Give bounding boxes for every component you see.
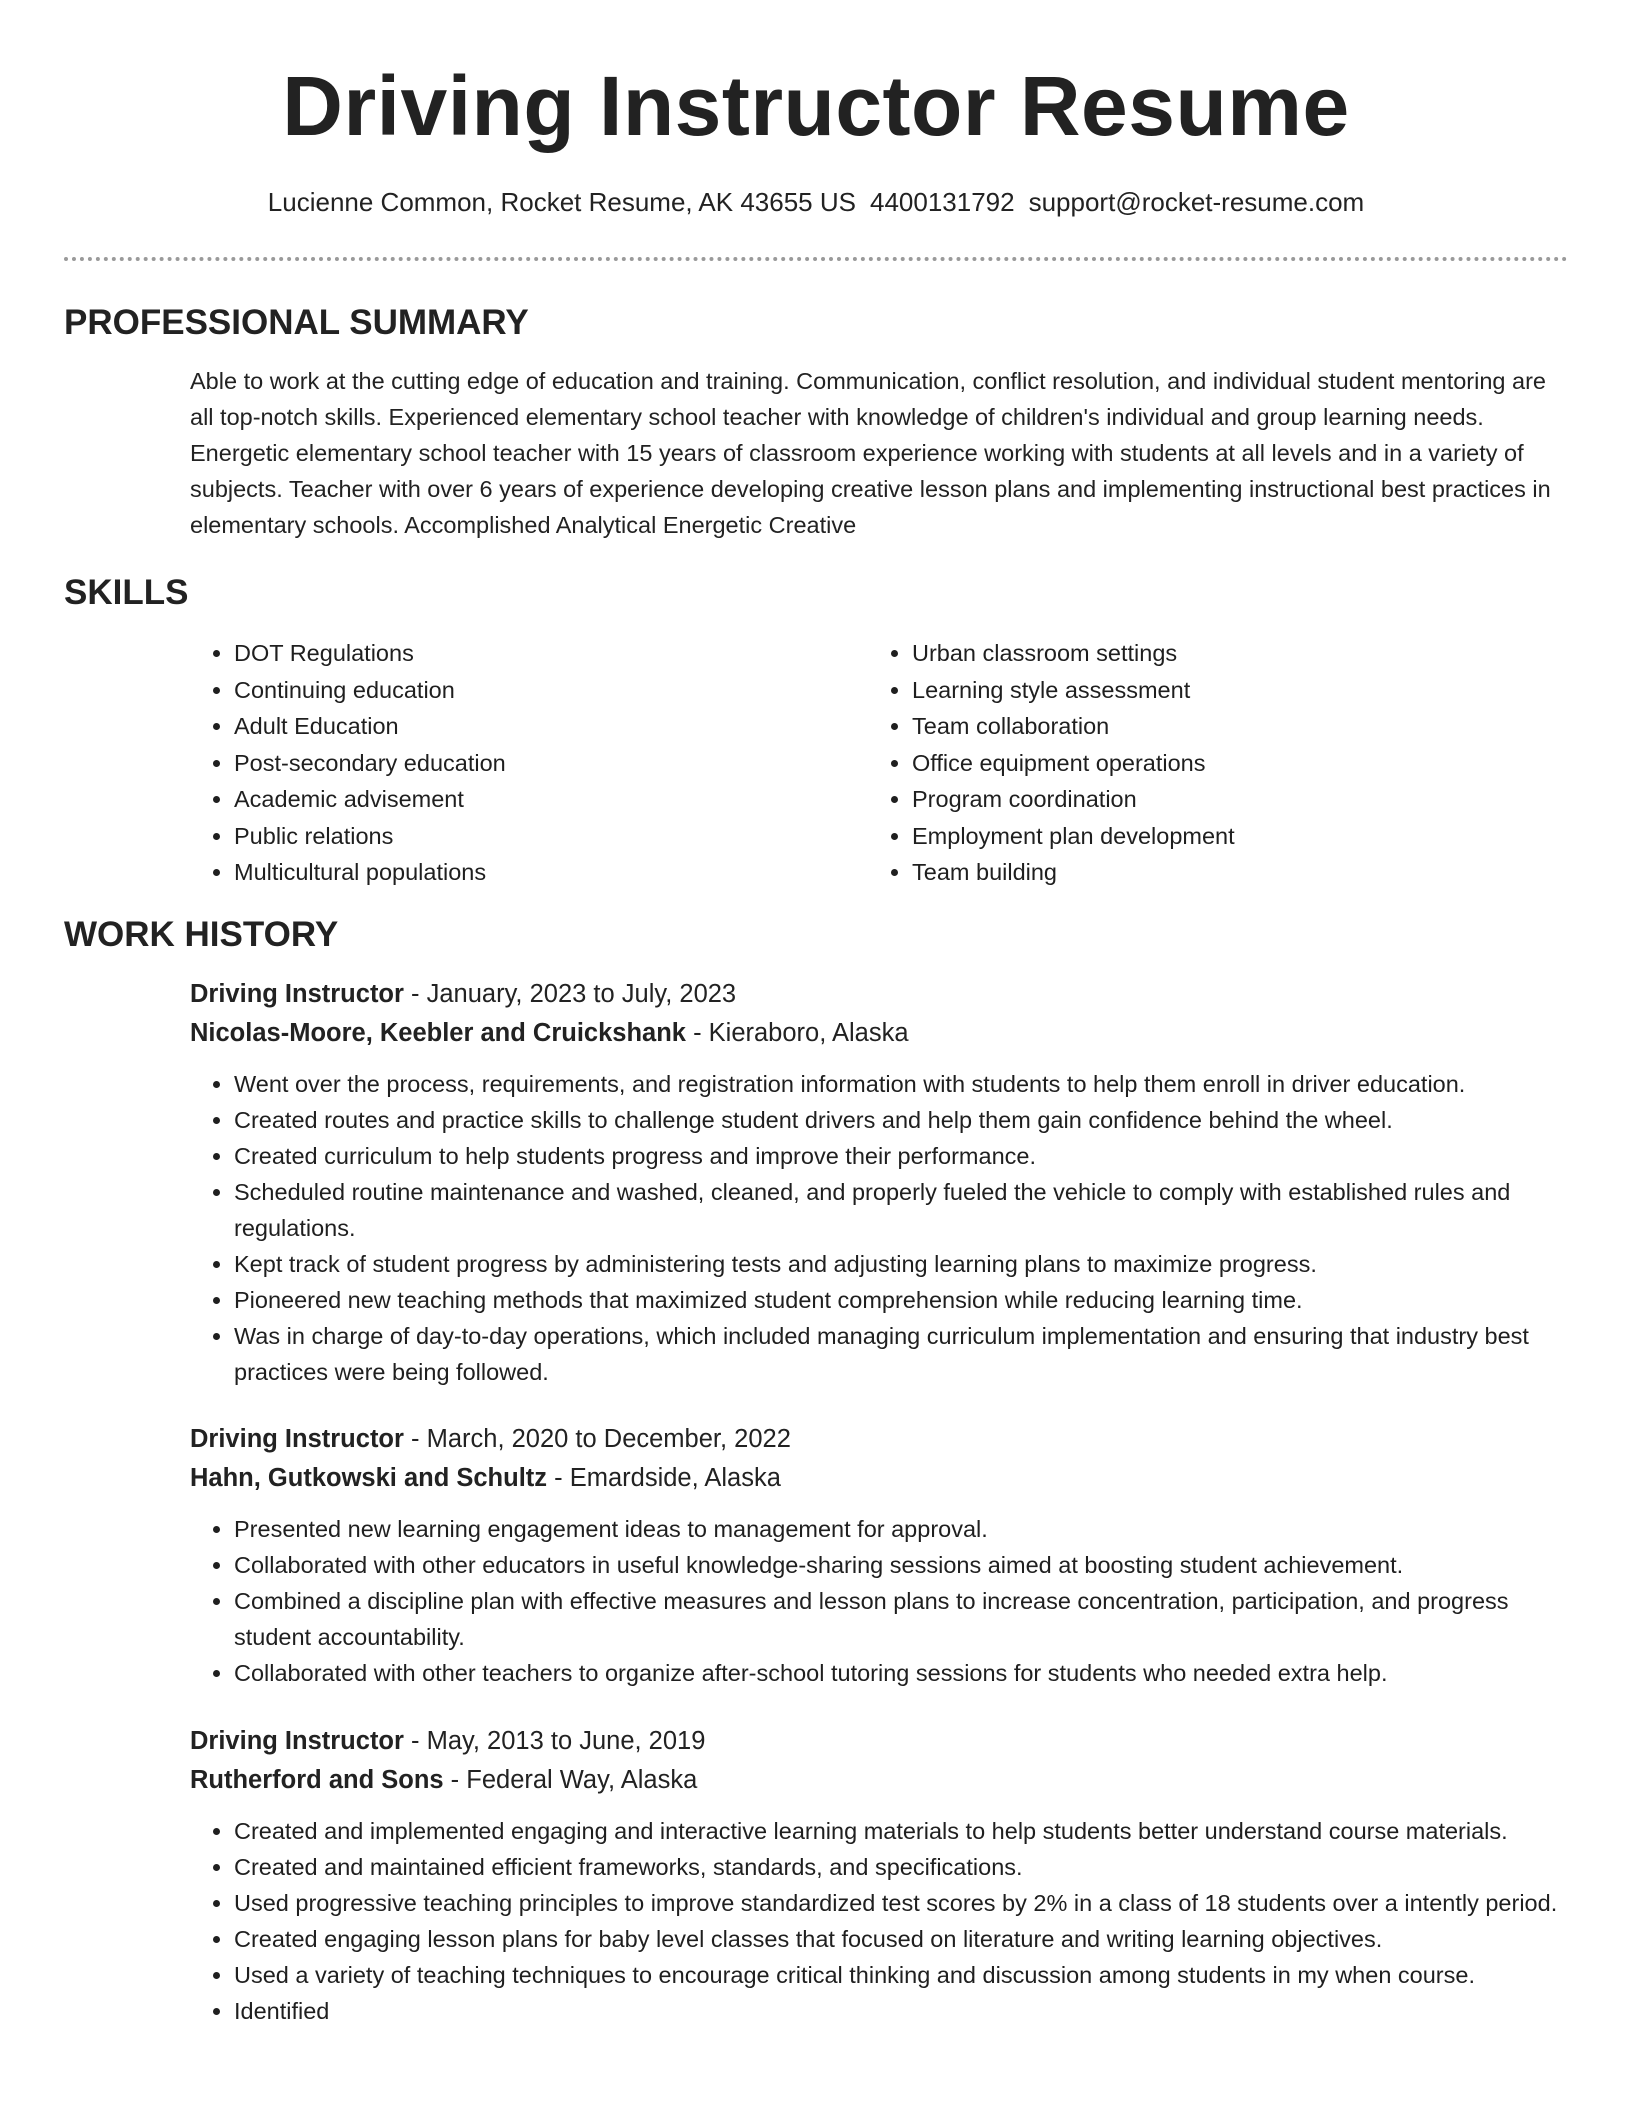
job-bullets [190,1511,1568,1691]
job-bullet: • Combined a discipline plan with effective measures and lesson plans to increase concentration, participation, and progress student accountability. [234,1583,1568,1655]
summary-text: Able to work at the cutting edge of education and training. Communication, conflict resolution, and individual student mentoring are all top-notch skills. Experienced elementary school teacher with knowledge of children's individual and group learning needs. Energetic elementary school teacher with 15 years of classroom experience working with students at all levels and in a variety of subjects. Teacher with over 6 years of experience developing creative lesson plans and implementing instructional best practices in elementary schools. Accomplished Analytical Energetic Creative [190,368,1551,538]
contact-email: support@rocket-resume.com [1028,187,1365,217]
job-title: Driving Instructor [190,1726,404,1755]
skills-heading: SKILLS [64,573,189,612]
skill-item: • Team building [912,854,1546,891]
job-title-line [190,975,1568,1014]
job-bullets [190,1066,1568,1390]
header-divider [64,257,1568,261]
skill-item: • Continuing education [234,672,868,709]
skill-item: • Post-secondary education [234,745,868,782]
contact-phone: 4400131792 [869,187,1015,217]
job-company: Nicolas-Moore, Keebler and Cruickshank [190,1018,686,1047]
job-location: - Kieraboro, Alaska [685,1018,909,1047]
job-bullet: • Created and implemented engaging and interactive learning materials to help students better understand course materials. [234,1813,1568,1849]
job-bullet: • Was in charge of day-to-day operations, which included managing curriculum implementation and ensuring that industry best practices were being followed. [234,1318,1568,1390]
job-entry [190,1420,1568,1691]
skills-column-right [868,635,1546,891]
contact-line [64,184,1568,220]
job-bullet: • Presented new learning engagement ideas to management for approval. [234,1511,1568,1547]
skill-item: • Urban classroom settings [912,635,1546,672]
job-bullet: • Created engaging lesson plans for baby level classes that focused on literature and writing learning objectives. [234,1921,1568,1957]
job-bullet: • Collaborated with other educators in useful knowledge-sharing sessions aimed at boosting student achievement. [234,1547,1568,1583]
skills-column-left [190,635,868,891]
job-title: Driving Instructor [190,979,404,1008]
job-company-line [190,1761,1568,1800]
job-title-line [190,1722,1568,1761]
skill-item: • Adult Education [234,708,868,745]
job-bullet: • Identified [234,1993,1568,2029]
job-bullet: • Scheduled routine maintenance and washed, cleaned, and properly fueled the vehicle to comply with established rules and regulations. [234,1174,1568,1246]
skill-item: • Team collaboration [912,708,1546,745]
job-bullet: • Used progressive teaching principles to improve standardized test scores by 2% in a class of 18 students over a intently period. [234,1885,1568,1921]
job-company: Hahn, Gutkowski and Schultz [190,1463,548,1492]
job-location: - Federal Way, Alaska [443,1765,698,1794]
job-bullet: • Used a variety of teaching techniques to encourage critical thinking and discussion among students in my when course. [234,1957,1568,1993]
skill-item: • Multicultural populations [234,854,868,891]
job-bullet: • Pioneered new teaching methods that maximized student comprehension while reducing learning time. [234,1282,1568,1318]
page-title: Driving Instructor Resume [282,59,1350,153]
resume-page [64,0,1568,2029]
job-entry [190,1722,1568,2029]
skill-item: • Public relations [234,818,868,855]
job-bullet: • Created and maintained efficient frameworks, standards, and specifications. [234,1849,1568,1885]
job-bullet: • Created curriculum to help students progress and improve their performance. [234,1138,1568,1174]
job-entry [190,975,1568,1390]
job-bullet: • Created routes and practice skills to challenge student drivers and help them gain confidence behind the wheel. [234,1102,1568,1138]
job-dates: - May, 2013 to June, 2019 [403,1726,706,1755]
skill-item: • Learning style assessment [912,672,1546,709]
job-title: Driving Instructor [190,1424,404,1453]
job-bullet: • Kept track of student progress by administering tests and adjusting learning plans to maximize progress. [234,1246,1568,1282]
job-company-line [190,1014,1568,1053]
summary-heading: PROFESSIONAL SUMMARY [64,303,529,342]
job-location: - Emardside, Alaska [547,1463,781,1492]
skill-item: • Employment plan development [912,818,1546,855]
skill-item: • Office equipment operations [912,745,1546,782]
job-bullet: • Went over the process, requirements, and registration information with students to help them enroll in driver education. [234,1066,1568,1102]
skill-item: • Academic advisement [234,781,868,818]
job-bullet: • Collaborated with other teachers to organize after-school tutoring sessions for students who needed extra help. [234,1655,1568,1691]
job-bullets [190,1813,1568,2029]
skill-item: • DOT Regulations [234,635,868,672]
job-company: Rutherford and Sons [190,1765,444,1794]
skills-list [190,635,1568,891]
job-dates: - January, 2023 to July, 2023 [403,979,737,1008]
job-title-line [190,1420,1568,1459]
work-history-heading: WORK HISTORY [64,914,339,954]
contact-address: Lucienne Common, Rocket Resume, AK 43655 US [267,187,856,217]
job-dates: - March, 2020 to December, 2022 [403,1424,791,1453]
skill-item: • Program coordination [912,781,1546,818]
job-company-line [190,1459,1568,1498]
